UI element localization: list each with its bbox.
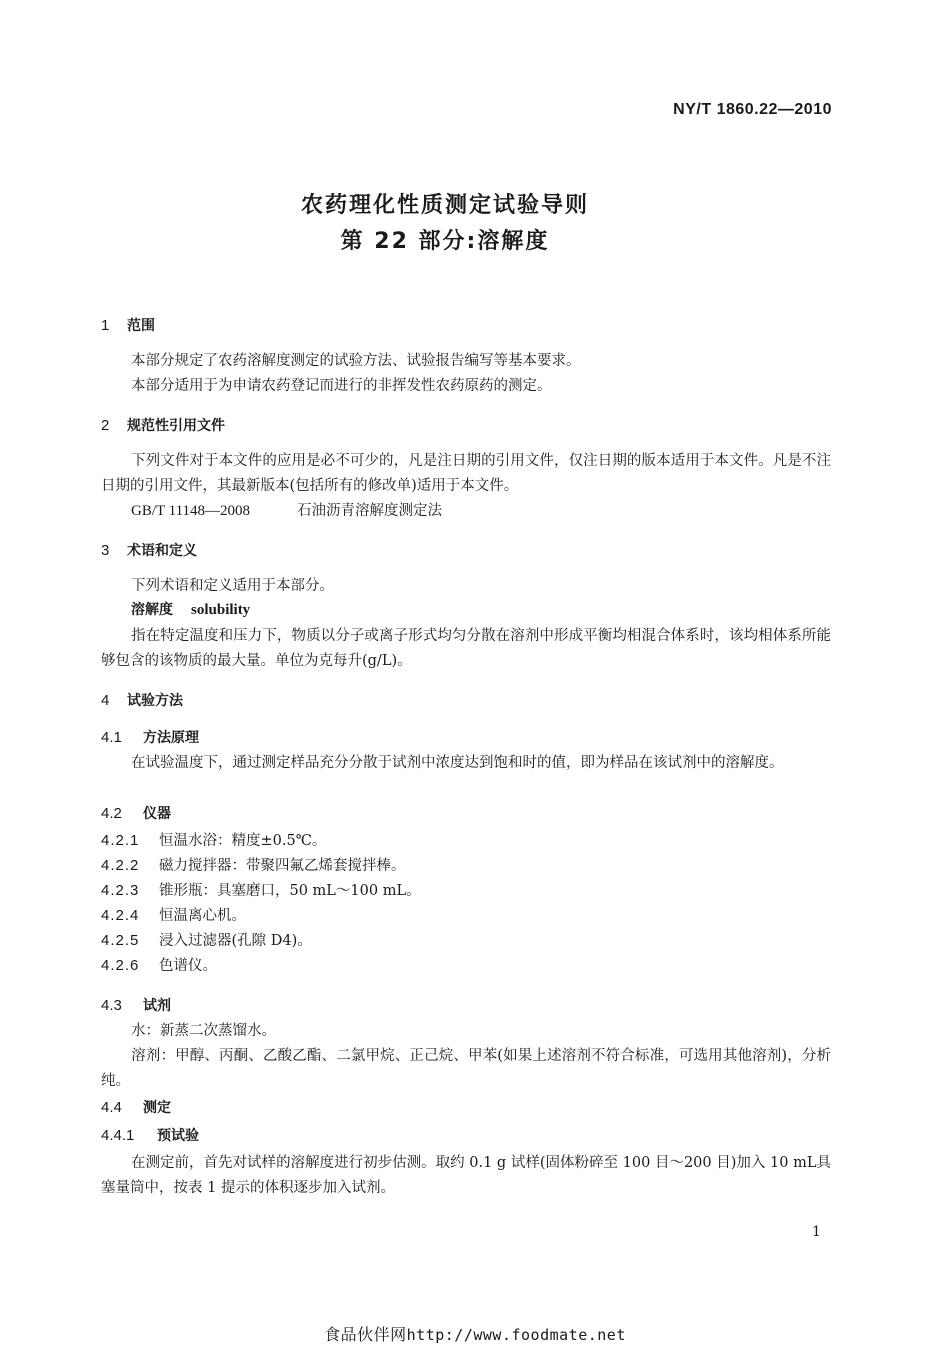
item-number: 4.2.6 (101, 957, 140, 974)
section-title: 试剂 (143, 998, 171, 1014)
reference-code: GB/T 11148—2008 (131, 503, 251, 519)
item-text: 磁力搅拌器：带聚四氟乙烯套搅拌棒。 (159, 858, 406, 874)
paragraph-text: 溶剂：甲醇、丙酮、乙酸乙酯、二氯甲烷、正己烷、甲苯(如果上述溶剂不符合标准，可选用其他溶剂)，分析纯。 (101, 1048, 831, 1089)
item-number: 4.2.4 (101, 907, 140, 924)
list-item (101, 904, 246, 925)
item-text: 锥形瓶：具塞磨口，50 mL～100 mL。 (159, 883, 421, 899)
section-number: 4.2 (101, 805, 122, 822)
section-number: 4.4 (101, 1099, 122, 1116)
reference-title: 石油沥青溶解度测定法 (297, 503, 442, 519)
paragraph-text: 在测定前，首先对试样的溶解度进行初步估测。取约 0.1 g 试样(固体粉碎至 100 目～200 目)加入 10 mL具塞量筒中，按表 1 提示的体积逐步加入试剂。 (101, 1155, 831, 1196)
section-title: 范围 (127, 318, 155, 334)
list-item (101, 954, 217, 975)
section-4-heading (101, 690, 183, 710)
section-number: 4 (101, 692, 110, 709)
list-item (101, 879, 421, 900)
list-item (101, 929, 312, 950)
normative-reference (131, 499, 442, 520)
list-item (101, 854, 406, 875)
section-number: 2 (101, 417, 110, 434)
item-text: 恒温水浴：精度±0.5℃。 (159, 833, 327, 849)
section-title: 测定 (143, 1100, 171, 1116)
paragraph-text: 在试验温度下，通过测定样品充分分散于试剂中浓度达到饱和时的值，即为样品在该试剂中的溶解度。 (131, 755, 784, 771)
footer-site-name: 食品伙伴网 (324, 1325, 407, 1344)
section-number: 4.3 (101, 997, 122, 1014)
section-title: 规范性引用文件 (127, 418, 225, 434)
paragraph-text: 指在特定温度和压力下，物质以分子或离子形式均匀分散在溶剂中形成平衡均相混合体系时，该均相体系所能够包含的该物质的最大量。单位为克每升(g/L)。 (101, 628, 831, 669)
section-4-4-heading (101, 1097, 171, 1117)
item-number: 4.2.5 (101, 932, 140, 949)
section-title: 方法原理 (143, 730, 199, 746)
footer-watermark (0, 1322, 950, 1345)
item-text: 恒温离心机。 (159, 908, 246, 924)
section-title: 试验方法 (127, 693, 183, 709)
section-title: 预试验 (157, 1128, 199, 1144)
section-number: 3 (101, 542, 110, 559)
paragraph (101, 751, 831, 776)
section-2-heading (101, 415, 225, 435)
item-number: 4.2.1 (101, 832, 140, 849)
term-definition (101, 624, 831, 674)
paragraph: 本部分适用于为申请农药登记而进行的非挥发性农药原药的测定。 (131, 378, 552, 394)
term-chinese: 溶解度 (131, 602, 173, 618)
section-4-4-1-heading (101, 1125, 199, 1145)
paragraph-text: 下列文件对于本文件的应用是必不可少的，凡是注日期的引用文件，仅注日期的版本适用于本文件。凡是不注日期的引用文件，其最新版本(包括所有的修改单)适用于本文件。 (101, 453, 831, 494)
paragraph: 水：新蒸二次蒸馏水。 (131, 1023, 276, 1039)
footer-url[interactable]: http://www.foodmate.net (406, 1326, 626, 1344)
item-text: 色谱仪。 (159, 958, 217, 974)
section-4-2-heading (101, 803, 171, 823)
section-number: 4.1 (101, 729, 122, 746)
section-4-1-heading (101, 727, 199, 747)
section-title: 仪器 (143, 806, 171, 822)
document-title: 农药理化性质测定试验导则 (300, 193, 589, 218)
standard-code: NY/T 1860.22—2010 (673, 101, 832, 118)
item-number: 4.2.2 (101, 857, 140, 874)
document-subtitle: 第 22 部分:溶解度 (340, 229, 550, 254)
term-english: solubility (191, 602, 251, 618)
section-number: 1 (101, 317, 110, 334)
item-text: 浸入过滤器(孔隙 D4)。 (159, 933, 312, 949)
paragraph: 本部分规定了农药溶解度测定的试验方法、试验报告编写等基本要求。 (131, 353, 581, 369)
section-1-heading (101, 315, 155, 335)
list-item (101, 829, 326, 850)
section-4-3-heading (101, 995, 171, 1015)
item-number: 4.2.3 (101, 882, 140, 899)
paragraph (101, 449, 831, 499)
paragraph: 下列术语和定义适用于本部分。 (131, 578, 334, 594)
section-3-heading (101, 540, 197, 560)
paragraph (101, 1044, 831, 1094)
section-number: 4.4.1 (101, 1127, 135, 1144)
page-number: 1 (812, 1224, 821, 1240)
section-title: 术语和定义 (127, 543, 197, 559)
paragraph (101, 1151, 831, 1201)
term-entry (131, 599, 250, 619)
